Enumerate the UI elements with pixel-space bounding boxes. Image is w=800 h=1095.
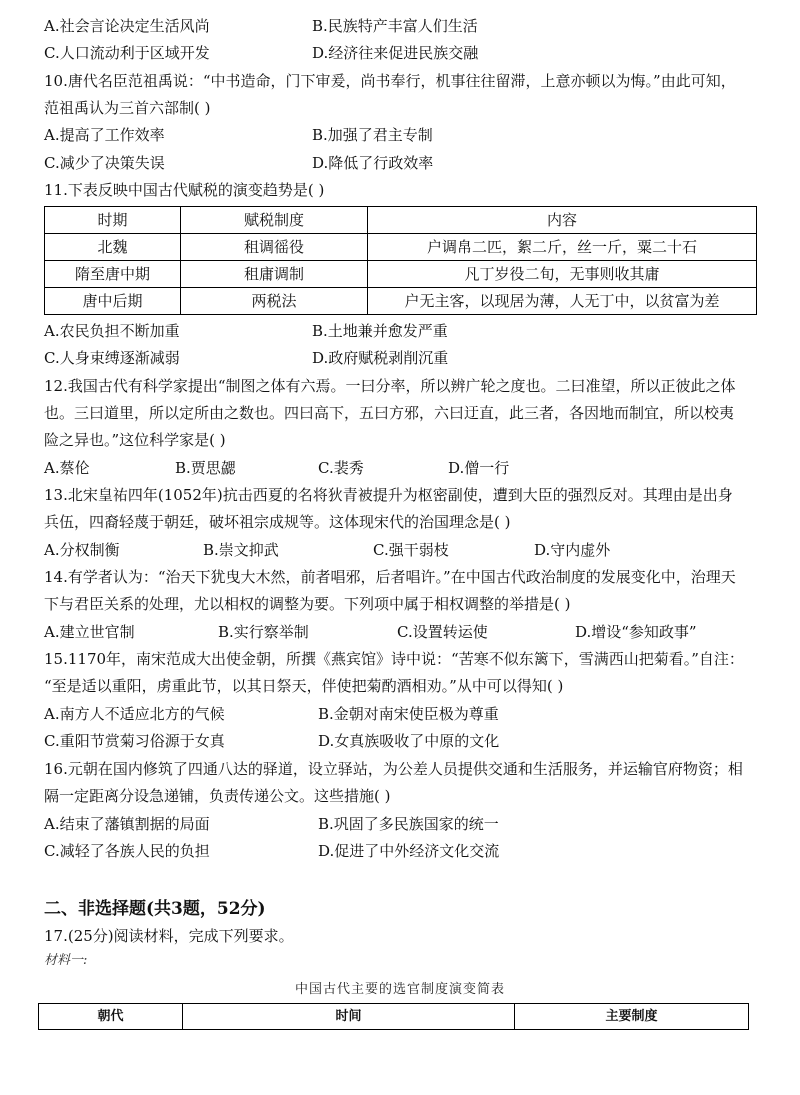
- q10-option-a: A.提高了工作效率: [44, 126, 165, 144]
- q10-option-d: D.降低了行政效率: [312, 154, 434, 172]
- q11-stem: 11.下表反映中国古代赋税的演变趋势是( ): [44, 181, 325, 199]
- q16-option-c: C.减轻了各族人民的负担: [44, 842, 210, 860]
- table-cell: 租庸调制: [181, 261, 368, 288]
- q12-option-a: A.蔡伦: [44, 459, 90, 477]
- q14-option-b: B.实行察举制: [218, 623, 309, 641]
- table-cell: 唐中后期: [45, 288, 181, 315]
- q10-option-c: C.减少了决策失误: [44, 154, 165, 172]
- q15-stem-line2: “至是适以重阳，虏重此节，以其日祭天，伴使把菊酌酒相劝。”从中可以得知( ): [44, 677, 564, 695]
- q10-stem-line1: 10.唐代名臣范祖禹说：“中书造命，门下审爰，尚书奉行，机事往往留滞，上意亦顿以为悔。”由此可知，: [44, 72, 736, 90]
- q13-stem-line2: 兵伍，四裔轻蔑于朝廷，破坏祖宗成规等。这体现宋代的治国理念是( ): [44, 513, 511, 531]
- table-cell: 北魏: [45, 234, 181, 261]
- table-header-cell: 朝代: [39, 1004, 183, 1030]
- q15-option-d: D.女真族吸收了中原的文化: [318, 732, 500, 750]
- table-header-cell: 赋税制度: [181, 207, 368, 234]
- table-cell: 租调徭役: [181, 234, 368, 261]
- q15-option-a: A.南方人不适应北方的气候: [44, 705, 225, 723]
- q13-option-d: D.守内虚外: [534, 541, 611, 559]
- table-header-cell: 内容: [368, 207, 757, 234]
- q11-option-d: D.政府赋税剥削沉重: [312, 349, 449, 367]
- table-row: [45, 288, 757, 315]
- table-cell: 隋至唐中期: [45, 261, 181, 288]
- q11-option-c: C.人身束缚逐渐减弱: [44, 349, 180, 367]
- table-cell: 户调帛二匹，絮二斤，丝一斤，粟二十石: [368, 234, 757, 261]
- q12-option-c: C.裴秀: [318, 459, 364, 477]
- q9-option-b: B.民族特产丰富人们生活: [312, 17, 478, 35]
- q12-option-b: B.贾思勰: [175, 459, 236, 477]
- q14-option-d: D.增设“参知政事”: [575, 623, 697, 641]
- q16-stem-line1: 16.元朝在国内修筑了四通八达的驿道，设立驿站，为公差人员提供交通和生活服务，并运输官府物资；相: [44, 760, 743, 778]
- q13-option-c: C.强干弱枝: [373, 541, 449, 559]
- table-header-row: [45, 207, 757, 234]
- q15-option-c: C.重阳节赏菊习俗源于女真: [44, 732, 225, 750]
- q13-option-a: A.分权制衡: [44, 541, 120, 559]
- table-header-cell: 主要制度: [515, 1004, 749, 1030]
- q12-stem-line2: 也。三曰道里，所以定所由之数也。四曰高下，五曰方邪，六曰迂直，此三者，各因地而制宜，所以校夷: [44, 404, 735, 422]
- q10-stem-line2: 范祖禹认为三首六部制( ): [44, 99, 211, 117]
- q12-option-d: D.僧一行: [448, 459, 510, 477]
- q12-stem-line1: 12.我国古代有科学家提出“制图之体有六焉。一曰分率，所以辨广轮之度也。二曰准望，所以正彼此之体: [44, 377, 736, 395]
- q16-option-b: B.巩固了多民族国家的统一: [318, 815, 499, 833]
- table-header-cell: 时期: [45, 207, 181, 234]
- section-title: 二、非选择题(共3题，52分): [44, 899, 266, 919]
- q15-option-b: B.金朝对南宋使臣极为尊重: [318, 705, 499, 723]
- table-header-cell: 时间: [183, 1004, 515, 1030]
- q14-stem-line1: 14.有学者认为：“治天下犹曳大木然，前者唱邪，后者唱许。”在中国古代政治制度的发展变化中，治理天: [44, 568, 736, 586]
- q12-stem-line3: 险之异也。”这位科学家是( ): [44, 431, 226, 449]
- q16-option-a: A.结束了藩镇割据的局面: [44, 815, 210, 833]
- table-cell: 凡丁岁役二旬，无事则收其庸: [368, 261, 757, 288]
- q10-option-b: B.加强了君主专制: [312, 126, 433, 144]
- q16-stem-line2: 隔一定距离分设急递铺，负责传递公文。这些措施( ): [44, 787, 391, 805]
- q14-option-c: C.设置转运使: [397, 623, 488, 641]
- q13-stem-line1: 13.北宋皇祐四年(1052年)抗击西夏的名将狄青被提升为枢密副使，遭到大臣的强烈反对。其理由是出身: [44, 486, 733, 504]
- q13-option-b: B.崇文抑武: [203, 541, 279, 559]
- q9-option-d: D.经济往来促进民族交融: [312, 44, 479, 62]
- table-cell: 两税法: [181, 288, 368, 315]
- table-caption: 中国古代主要的选官制度演变简表: [294, 982, 505, 997]
- q17-stem: 17.(25分)阅读材料，完成下列要求。: [44, 927, 294, 945]
- official-selection-table: [38, 1003, 749, 1030]
- tax-evolution-table: [44, 206, 757, 315]
- table-cell: 户无主客，以现居为薄，人无丁中，以贫富为差: [368, 288, 757, 315]
- table-row: [45, 234, 757, 261]
- q9-option-a: A.社会言论决定生活风尚: [44, 17, 210, 35]
- material-label: 材料一:: [44, 953, 88, 968]
- q9-option-c: C.人口流动利于区域开发: [44, 44, 210, 62]
- q15-stem-line1: 15.1170年，南宋范成大出使金朝，所撰《燕宾馆》诗中说：“苦寒不似东篱下，雪满西山把菊看。”自注：: [44, 650, 744, 668]
- table-header-row: [39, 1004, 749, 1030]
- q14-stem-line2: 下与君臣关系的处理，尤以相权的调整为要。下列项中属于相权调整的举措是( ): [44, 595, 571, 613]
- table-row: [45, 261, 757, 288]
- q16-option-d: D.促进了中外经济文化交流: [318, 842, 500, 860]
- q11-option-a: A.农民负担不断加重: [44, 322, 180, 340]
- q14-option-a: A.建立世官制: [44, 623, 135, 641]
- q11-option-b: B.土地兼并愈发严重: [312, 322, 448, 340]
